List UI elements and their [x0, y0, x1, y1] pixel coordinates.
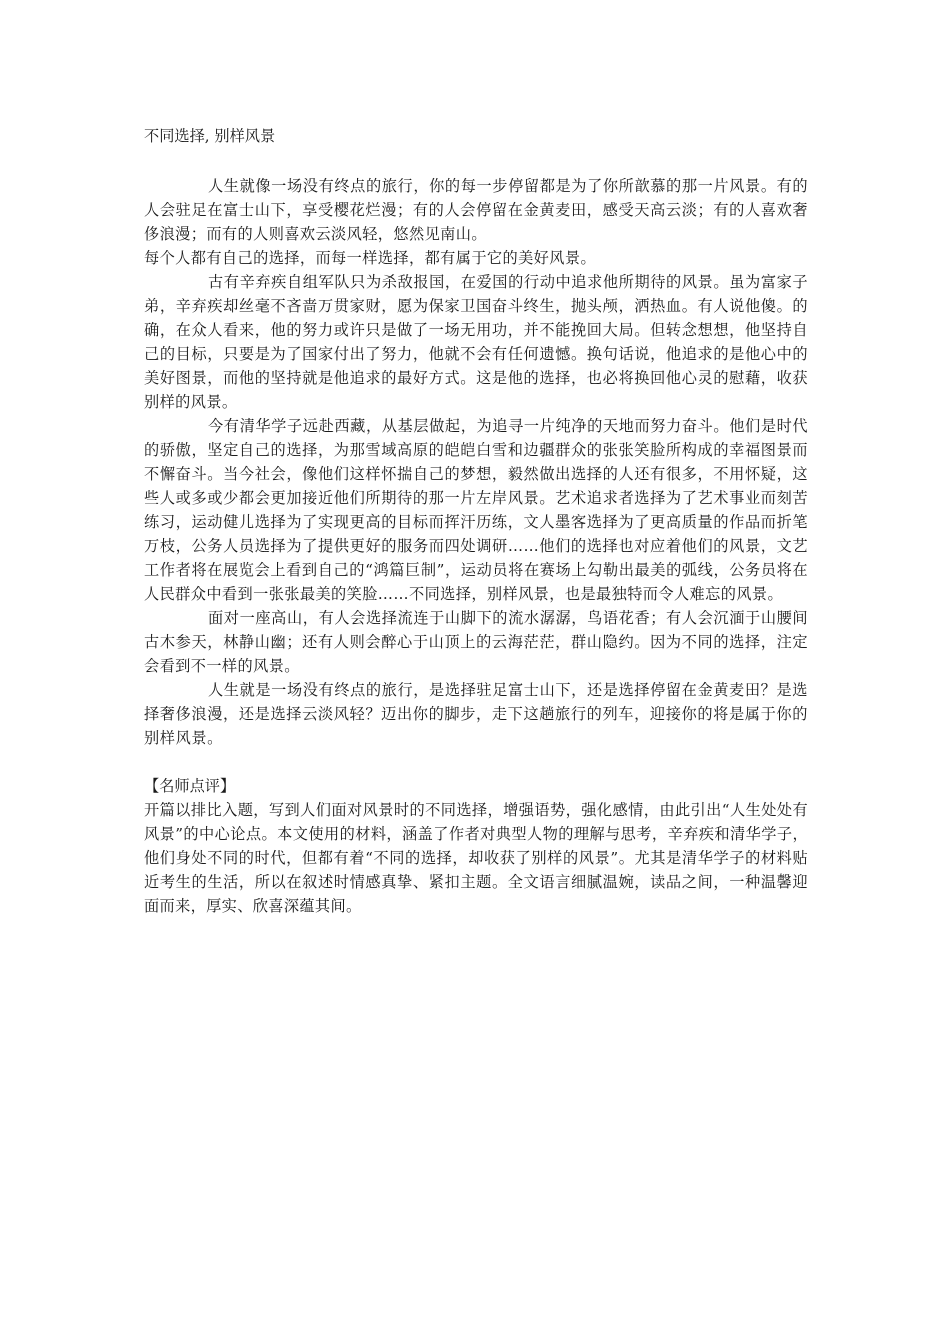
essay-paragraph: 人生就像一场没有终点的旅行，你的每一步停留都是为了你所歆慕的那一片风景。有的人会驻足在富士山下，享受樱花烂漫；有的人会停留在金黄麦田，感受天高云淡；有的人喜欢奢侈浪漫；而有的人则喜欢云淡风轻，悠然见南山。	[144, 177, 808, 243]
essay-paragraph: 今有清华学子远赴西藏，从基层做起，为追寻一片纯净的天地而努力奋斗。他们是时代的骄傲，坚定自己的选择，为那雪域高原的皑皑白雪和边疆群众的张张笑脸所构成的幸福图景而不懈奋斗。当今社会，像他们这样怀揣自己的梦想，毅然做出选择的人还有很多，不用怀疑，这些人或多或少都会更加接近他们所期待的那一片左岸风景。艺术追求者选择为了艺术事业而刻苦练习，运动健儿选择为了实现更高的目标而挥汗历练，文人墨客选择为了更高质量的作品而折笔万枝，公务人员选择为了提供更好的服务而四处调研……他们的选择也对应着他们的风景，文艺工作者将在展览会上看到自己的“鸿篇巨制”，运动员将在赛场上勾勒出最美的弧线，公务员将在人民群众中看到一张张最美的笑脸……不同选择，别样风景，也是最独特而令人难忘的风景。	[144, 417, 808, 603]
teacher-comment	[144, 774, 808, 918]
essay-paragraph: 古有辛弃疾自组军队只为杀敌报国，在爱国的行动中追求他所期待的风景。虽为富家子弟，辛弃疾却丝毫不吝啬万贯家财，愿为保家卫国奋斗终生，抛头颅，洒热血。有人说他傻。的确，在众人看来，他的努力或许只是做了一场无用功，并不能挽回大局。但转念想想，他坚持自己的目标，只要是为了国家付出了努力，他就不会有任何遗憾。换句话说，他追求的是他心中的美好图景，而他的坚持就是他追求的最好方式。这是他的选择，也必将换回他心灵的慰藉，收获别样的风景。	[144, 273, 808, 411]
comment-body: 开篇以排比入题，写到人们面对风景时的不同选择，增强语势，强化感情，由此引出“人生处处有风景”的中心论点。本文使用的材料，涵盖了作者对典型人物的理解与思考，辛弃疾和清华学子，他们身处不同的时代，但都有着“不同的选择，却收获了别样的风景”。尤其是清华学子的材料贴近考生的生活，所以在叙述时情感真挚、紧扣主题。全文语言细腻温婉，读品之间，一种温馨迎面而来，厚实、欣喜深蕴其间。	[144, 801, 808, 915]
essay-paragraph: 面对一座高山，有人会选择流连于山脚下的流水潺潺，鸟语花香；有人会沉湎于山腰间古木参天，林静山幽；还有人则会醉心于山顶上的云海茫茫，群山隐约。因为不同的选择，注定会看到不一样的风景。	[144, 609, 808, 675]
essay-paragraph: 每个人都有自己的选择，而每一样选择，都有属于它的美好风景。	[144, 249, 597, 267]
comment-heading: 【名师点评】	[144, 777, 236, 795]
essay-body	[144, 174, 808, 750]
document-page	[144, 124, 808, 918]
essay-title: 不同选择, 别样风景	[144, 127, 276, 145]
essay-paragraph: 人生就是一场没有终点的旅行，是选择驻足富士山下，还是选择停留在金黄麦田？是选择奢侈浪漫，还是选择云淡风轻？迈出你的脚步，走下这趟旅行的列车，迎接你的将是属于你的别样风景。	[144, 681, 808, 747]
